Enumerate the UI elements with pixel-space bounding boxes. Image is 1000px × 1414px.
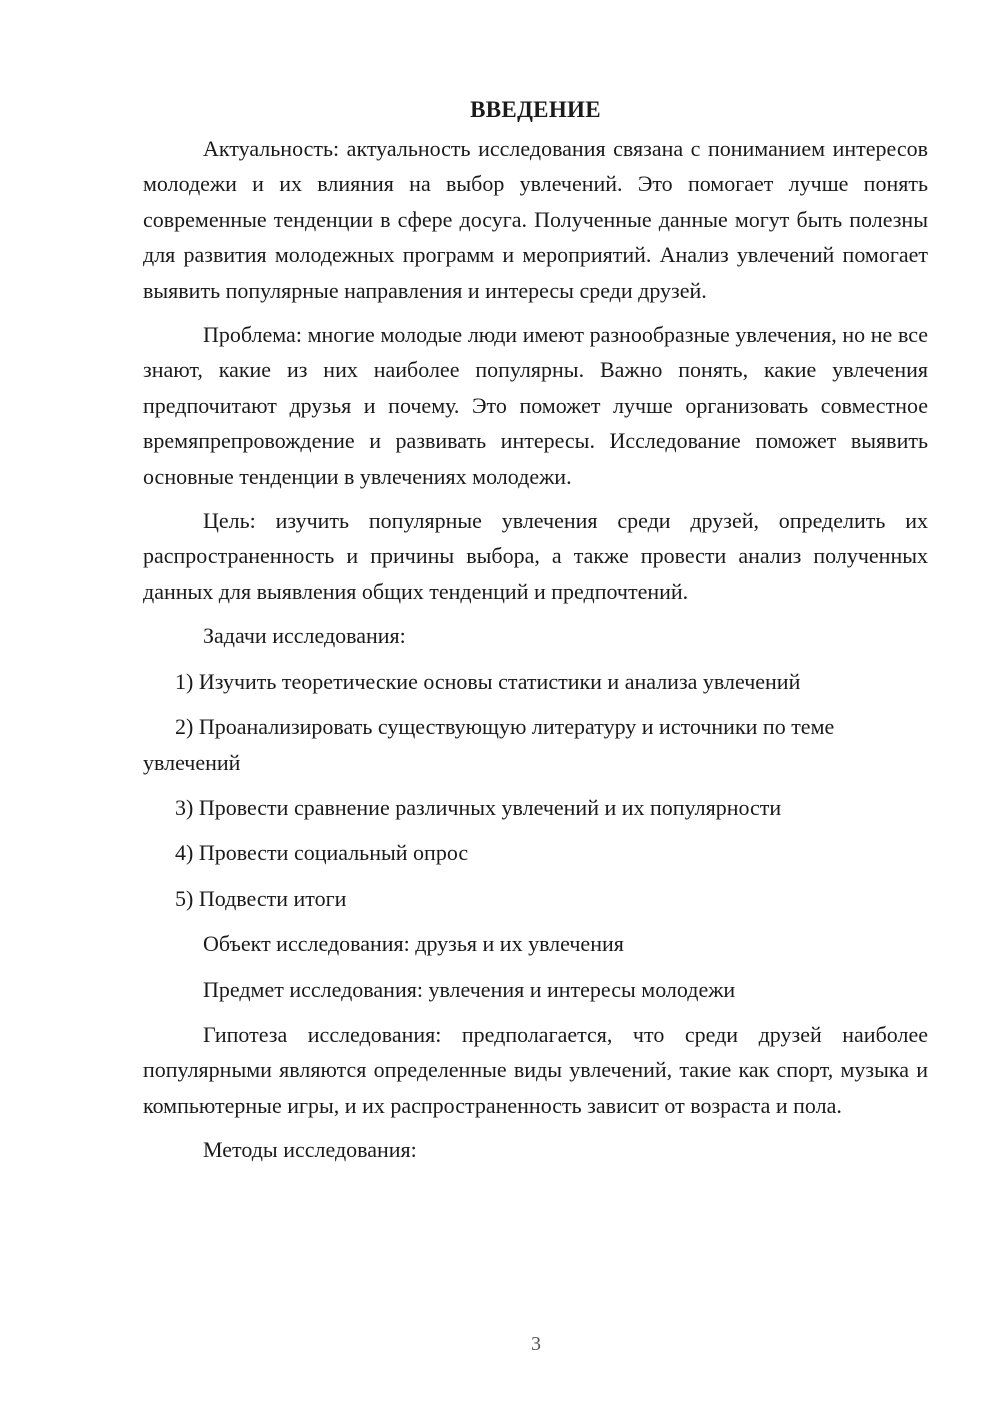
problem-paragraph: Проблема: многие молодые люди имеют разнообразные увлечения, но не все знают, какие из них наиболее популярны. Важно понять, какие увлечения предпочитают друзья и почему. Это поможет лучше организовать совместное времяпрепровождение и развивать интересы. Исследование поможет выявить основные тенденции в увлечениях молодежи. [143,322,928,489]
tasks-list [143,664,928,916]
document-page [143,92,928,1178]
methods-heading: Методы исследования: [203,1137,417,1163]
list-item: 2) Проанализировать существующую литературу и источники по теме увлечений [143,714,835,775]
list-item: 1) Изучить теоретические основы статистики и анализа увлечений [175,668,801,694]
relevance-paragraph: Актуальность: актуальность исследования связана с пониманием интересов молодежи и их влияния на выбор увлечений. Это помогает лучше понять современные тенденции в сфере досуга. Полученные данные могут быть полезны для развития молодежных программ и мероприятий. Анализ увлечений помогает выявить популярные направления и интересы среди друзей. [143,136,928,303]
page-number: 3 [531,1333,541,1355]
object-paragraph: Объект исследования: друзья и их увлечения [203,931,624,957]
list-item: 5) Подвести итоги [175,885,347,911]
tasks-heading: Задачи исследования: [203,623,406,649]
list-item: 3) Провести сравнение различных увлечений и их популярности [175,794,782,820]
page-title: ВВЕДЕНИЕ [470,97,601,122]
subject-paragraph: Предмет исследования: увлечения и интересы молодежи [203,976,736,1002]
goal-paragraph: Цель: изучить популярные увлечения среди друзей, определить их распространенность и причины выбора, а также провести анализ полученных данных для выявления общих тенденций и предпочтений. [143,508,928,604]
list-item: 4) Провести социальный опрос [175,840,469,866]
hypothesis-paragraph: Гипотеза исследования: предполагается, что среди друзей наиболее популярными являются определенные виды увлечений, такие как спорт, музыка и компьютерные игры, и их распространенность зависит от возраста и пола. [143,1021,928,1118]
